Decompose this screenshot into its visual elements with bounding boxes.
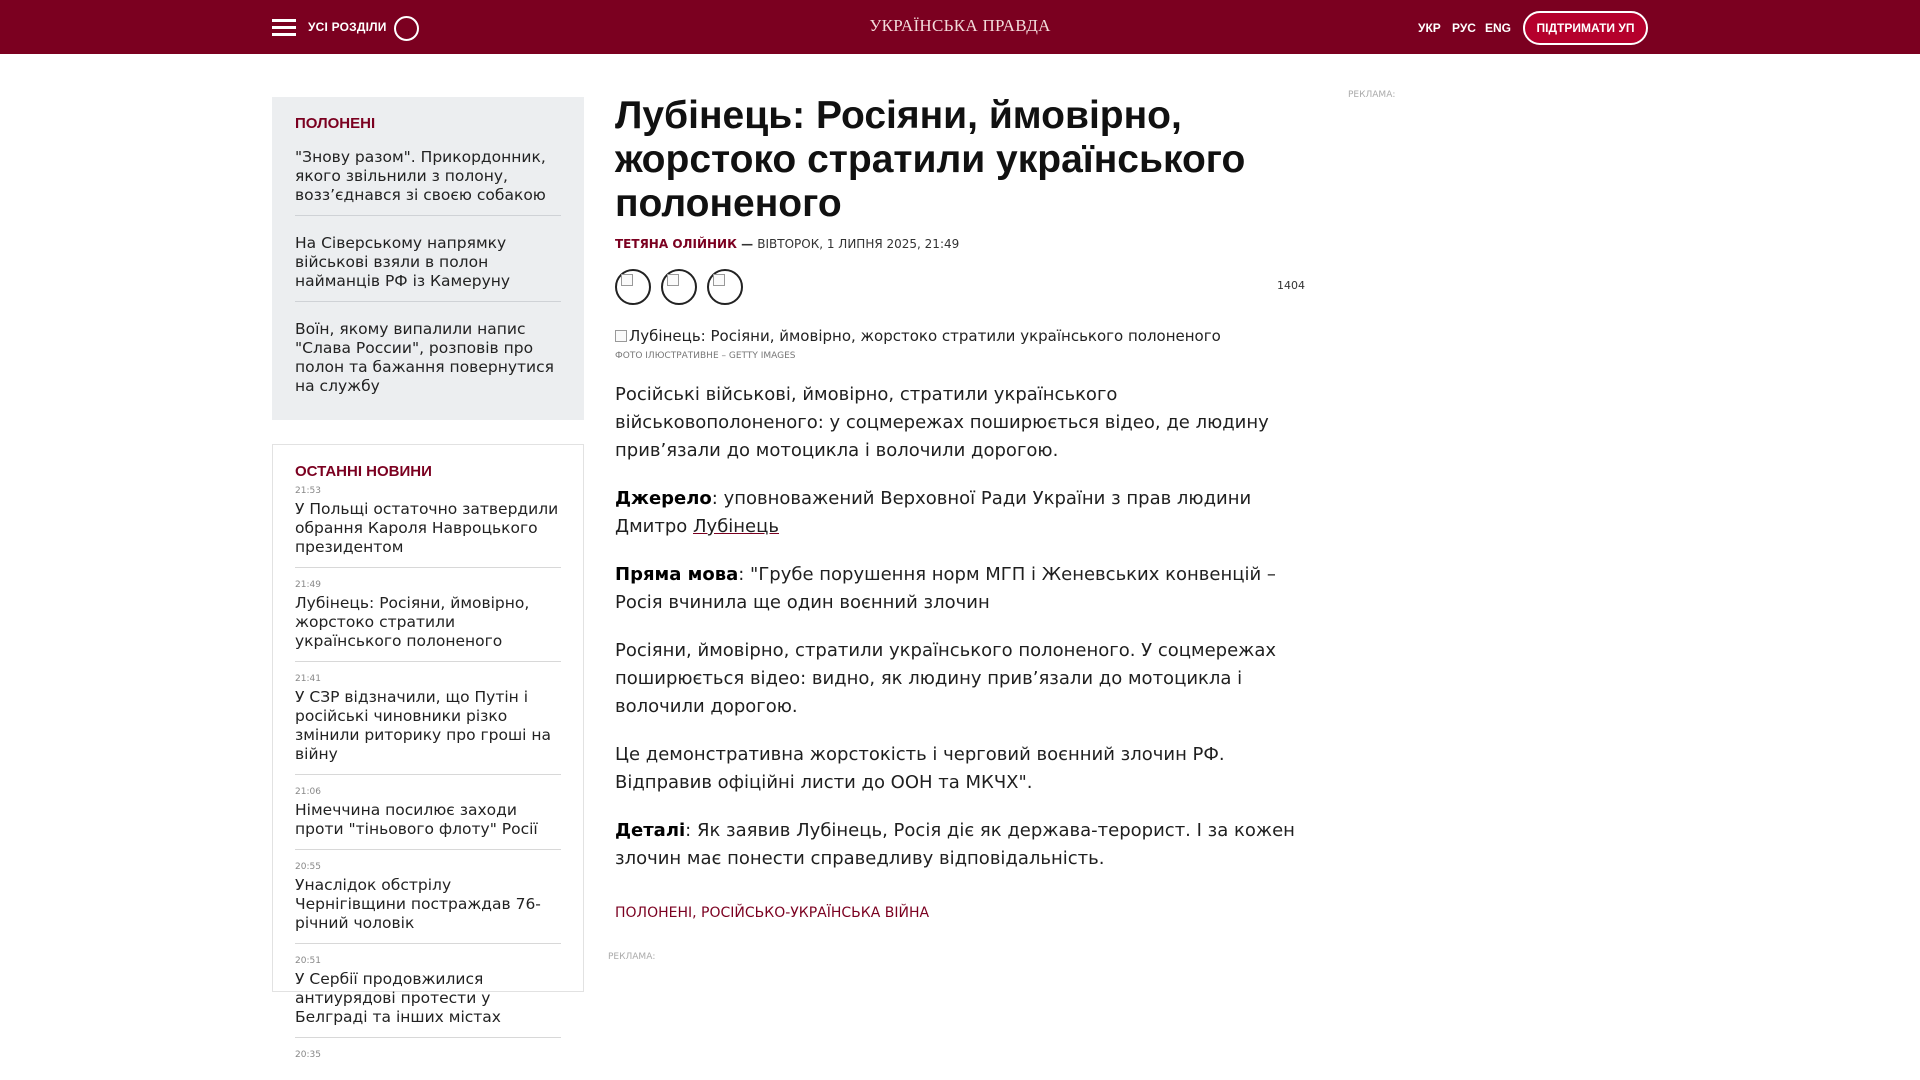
article-paragraph: Російські військові, ймовірно, стратили українського військовополоненого: у соцмережах поширюється відео, де людину прив’язали до мотоцикла і волочили дорогою. — [615, 384, 1269, 461]
share-facebook-icon[interactable] — [615, 269, 651, 305]
source-label: Джерело — [615, 488, 712, 509]
byline — [615, 237, 1305, 251]
news-time: 21:53 — [295, 486, 321, 496]
latest-news-box — [272, 444, 584, 1060]
news-time: 21:06 — [295, 787, 321, 797]
article-paragraph-details — [615, 817, 1305, 873]
latest-news-title[interactable]: ОСТАННІ НОВИНИ — [295, 463, 432, 480]
site-logo[interactable]: УКРАЇНСЬКА ПРАВДА — [869, 16, 1051, 35]
news-item[interactable] — [295, 674, 561, 775]
share-row — [615, 269, 1305, 307]
broken-image-icon — [621, 274, 633, 286]
broken-image-icon — [667, 274, 679, 286]
news-headline[interactable]: Унаслідок обстрілу Чернігівщини постраждав 76-річний чоловік — [295, 876, 541, 932]
hamburger-menu-icon[interactable] — [272, 19, 296, 36]
broken-image-icon — [615, 330, 627, 342]
author-link[interactable]: ТЕТЯНА ОЛІЙНИК — [615, 237, 737, 251]
byline-separator: — — [736, 237, 758, 251]
related-item[interactable]: "Знову разом". Прикордонник, якого звільнили з полону, возз’єднався зі своєю собакою — [295, 148, 561, 216]
broken-image-icon — [713, 274, 725, 286]
news-headline[interactable]: У Сербії продовжилися антиурядові протести у Белграді та інших містах — [295, 970, 501, 1026]
lubinets-link[interactable]: Лубінець — [693, 516, 779, 537]
news-time: 20:35 — [295, 1050, 321, 1060]
details-text: : Як заявив Лубінець, Росія діє як держава-терорист. І за кожен злочин має понести справедливу відповідальність. — [615, 820, 1295, 869]
tag-war[interactable]: РОСІЙСЬКО-УКРАЇНСЬКА ВІЙНА — [701, 905, 930, 921]
article-image — [615, 327, 1305, 345]
article-paragraph: Росіяни, ймовірно, стратили українського полоненого. У соцмережах поширюється відео: видно, як людину прив’язали до мотоцикла і волочили дорогою. — [615, 640, 1277, 717]
views-count: 1404 — [1277, 279, 1305, 292]
share-twitter-icon[interactable] — [661, 269, 697, 305]
search-icon[interactable] — [394, 16, 419, 41]
site-header — [0, 0, 1920, 54]
publish-date: ВІВТОРОК, 1 ЛИПНЯ 2025, 21:49 — [757, 237, 960, 251]
related-news-box — [272, 97, 584, 420]
lang-ukr[interactable]: УКР — [1418, 21, 1441, 35]
article-title: Лубінець: Росіяни, ймовірно, жорстоко стратили українського полоненого — [615, 94, 1246, 225]
photo-credit: ФОТО ІЛЮСТРАТИВНЕ – GETTY IMAGES — [615, 351, 796, 361]
news-time: 21:41 — [295, 674, 321, 684]
tag-prisoners[interactable]: ПОЛОНЕНІ — [615, 905, 693, 921]
article-paragraph-source — [615, 485, 1305, 541]
image-alt-text: Лубінець: Росіяни, ймовірно, жорстоко стратили українського полоненого — [629, 327, 1221, 345]
news-headline[interactable]: Лубінець: Росіяни, ймовірно, жорстоко стратили українського полоненого — [295, 594, 530, 650]
news-time: 20:55 — [295, 862, 321, 872]
lang-eng[interactable]: ENG — [1485, 21, 1512, 35]
news-headline[interactable]: У Польщі остаточно затвердили обрання Кароля Навроцького президентом — [295, 500, 559, 556]
news-item[interactable] — [295, 486, 561, 568]
details-label: Деталі — [615, 820, 686, 841]
quote-label: Пряма мова — [615, 564, 739, 585]
article-paragraph-quote — [615, 561, 1305, 617]
news-headline[interactable]: У СЗР відзначили, що Путін і російські чиновники різко змінили риторику про гроші на війну — [295, 688, 552, 763]
news-time: 20:51 — [295, 956, 321, 966]
lang-rus[interactable]: РУС — [1452, 21, 1476, 35]
news-item[interactable] — [295, 787, 561, 850]
news-headline[interactable]: Німеччина посилює заходи проти "тіньового флоту" Росії — [295, 801, 538, 838]
news-item[interactable] — [295, 1050, 561, 1074]
news-item[interactable] — [295, 956, 561, 1038]
quote-text: : "Грубе порушення норм МГП і Женевських конвенцій – Росія вчинила ще один воєнний злочин — [615, 564, 1276, 613]
ad-label-right: РЕКЛАМА: — [1348, 90, 1396, 100]
all-sections-link[interactable]: УСІ РОЗДІЛИ — [308, 20, 387, 34]
article-paragraph: Це демонстративна жорстокість і черговий воєнний злочин РФ. Відправив офіційні листи до ООН та МКЧХ". — [615, 744, 1225, 793]
article — [615, 94, 1305, 921]
news-item[interactable] — [295, 862, 561, 944]
ad-label-bottom: РЕКЛАМА: — [608, 952, 656, 962]
related-item[interactable]: Воїн, якому випалили напис "Слава России", розповів про полон та бажання повернутися на службу — [295, 320, 554, 395]
article-tags — [615, 905, 1305, 921]
news-time: 21:49 — [295, 580, 321, 590]
tag-separator: , — [692, 905, 702, 921]
related-title[interactable]: ПОЛОНЕНІ — [295, 115, 376, 132]
support-button[interactable]: ПІДТРИМАТИ УП — [1523, 11, 1648, 45]
share-telegram-icon[interactable] — [707, 269, 743, 305]
news-item[interactable] — [295, 580, 561, 662]
source-text: : уповноважений Верховної Ради України з прав людини Дмитро — [615, 488, 1252, 537]
related-item[interactable]: На Сіверському напрямку військові взяли в полон найманців РФ із Камеруну — [295, 234, 561, 302]
